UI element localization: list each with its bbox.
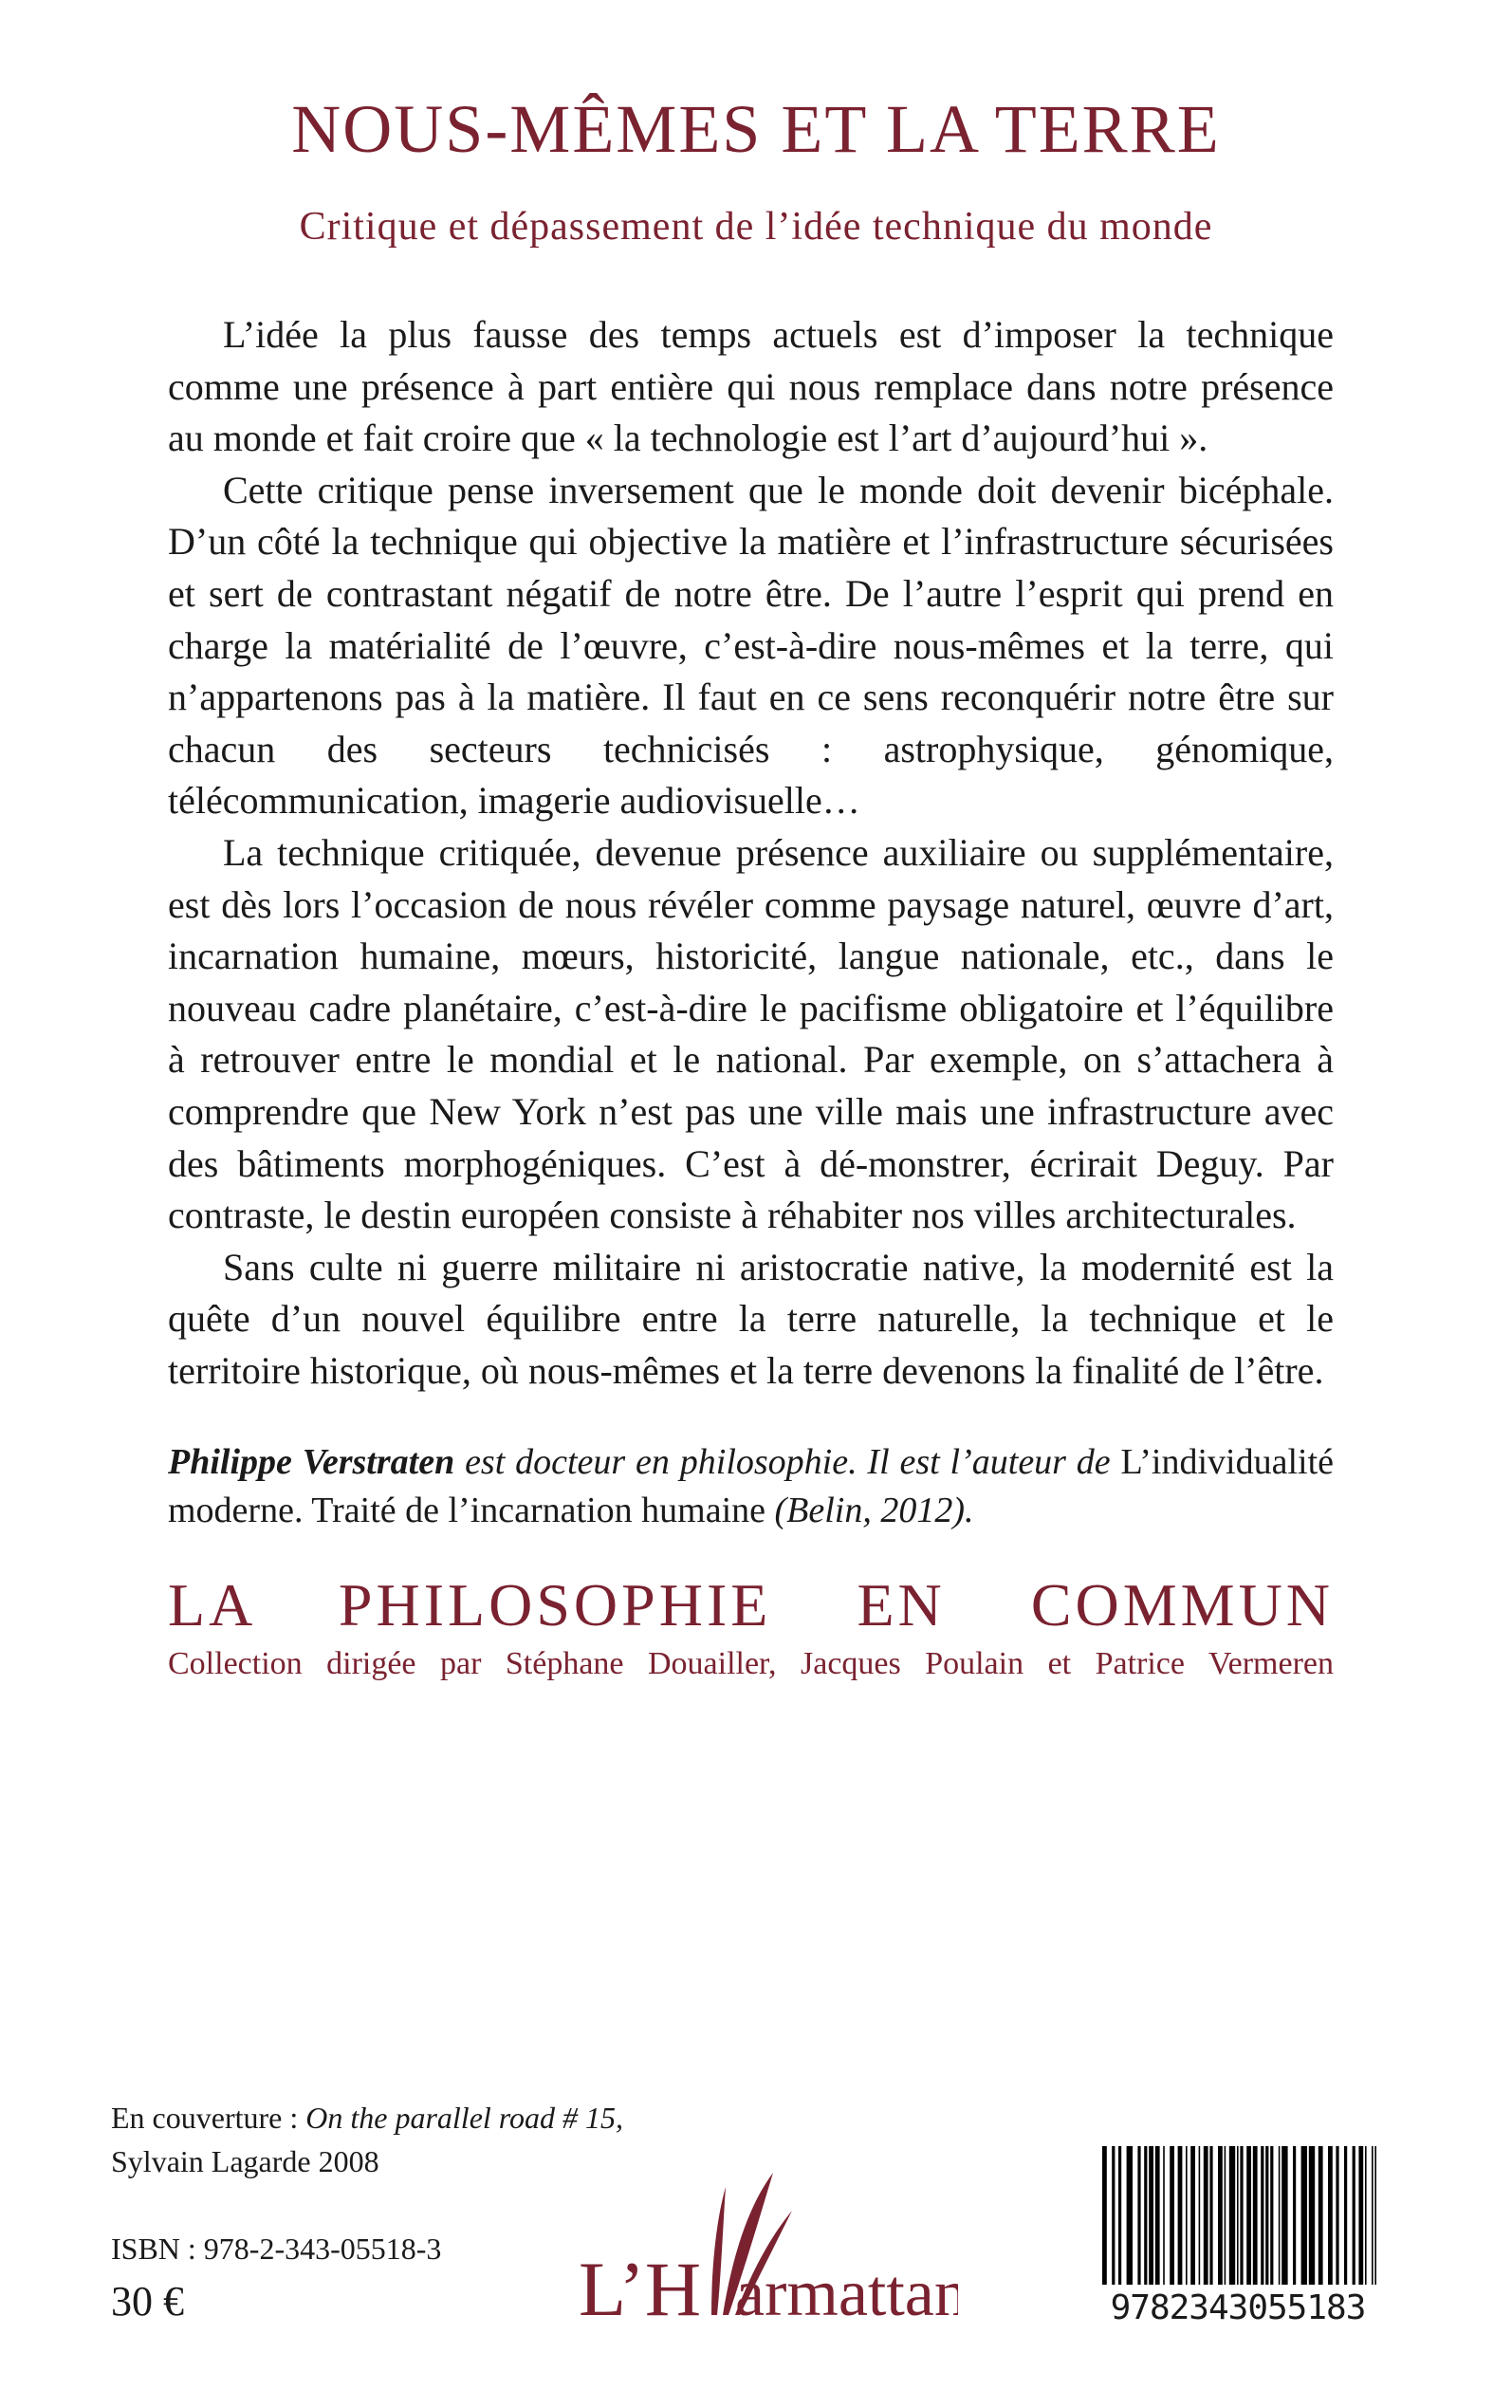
barcode-bar <box>1309 2146 1315 2285</box>
cover-label: En couverture : <box>111 2101 306 2135</box>
author-bio-text: est docteur en philosophie. Il est l’auteur de <box>454 1442 1121 1483</box>
publisher-logo <box>579 2173 958 2325</box>
barcode-bar <box>1155 2146 1160 2285</box>
blurb-paragraph: L’idée la plus fausse des temps actuels est d’imposer la technique comme une présence à part entière qui nous remplace dans notre présence au monde et fait croire que « la technologie est l’art d’aujourd’hui ». <box>168 313 1334 460</box>
blurb-paragraph: La technique critiquée, devenue présence auxiliaire ou supplémentaire, est dès lors l’occasion de nous révéler comme paysage naturel, œuvre d’art, incarnation humaine, mœurs, historicité, langue nationale, etc., dans le nouveau cadre planétaire, c’est-à-dire le pacifisme obligatoire et l’équilibre à retrouver entre le mondial et le national. Par exemple, on s’attachera à comprendre que New York n’est pas une ville mais une infrastructure avec des bâtiments morphogéniques. C’est à dé-monstrer, écrirait Deguy. Par contraste, le destin européen consiste à réhabiter nos villes architecturales. <box>168 830 1334 1237</box>
svg-text:armattan: armattan <box>735 2257 958 2325</box>
barcode-bar <box>1149 2146 1153 2285</box>
barcode-bar <box>1261 2146 1263 2285</box>
isbn: ISBN : 978-2-343-05518-3 <box>111 2232 442 2266</box>
blurb-paragraph: Sans culte ni guerre militaire ni aristocratie native, la modernité est la quête d’un nouvel équilibre entre la terre naturelle, la technique et le territoire historique, où nous-mêmes et la terre devenons la finalité de l’être. <box>168 1245 1334 1392</box>
barcode-bar <box>1328 2146 1333 2285</box>
barcode-bar <box>1237 2146 1239 2285</box>
cover-credit <box>111 2099 623 2137</box>
barcode-bar <box>1218 2146 1223 2285</box>
barcode-bar <box>1163 2146 1165 2285</box>
barcode-bar <box>1225 2146 1226 2285</box>
author-name: Philippe Verstraten <box>168 1442 455 1483</box>
price: 30 € <box>111 2278 184 2325</box>
cover-artist: Sylvain Lagarde 2008 <box>111 2144 379 2178</box>
barcode-bar <box>1282 2146 1287 2285</box>
barcode-bar <box>1118 2146 1121 2285</box>
quill-icon <box>579 2173 958 2325</box>
barcode-bar <box>1199 2146 1201 2285</box>
barcode-bar <box>1279 2146 1281 2285</box>
author-publisher: (Belin, 2012). <box>765 1491 974 1531</box>
barcode-digits: 9782343055183 <box>1110 2288 1366 2327</box>
barcode-bar <box>1318 2146 1323 2285</box>
collection-name: LA PHILOSOPHIE EN COMMUN <box>168 1571 1334 1639</box>
book-subtitle: Critique et dépassement de l’idée technique du monde <box>299 205 1213 249</box>
barcode-bar <box>1246 2146 1251 2285</box>
barcode-bar <box>1336 2146 1338 2285</box>
barcode <box>1091 2146 1385 2336</box>
barcode-bar <box>1127 2146 1133 2285</box>
cover-work: On the parallel road # 15, <box>305 2101 624 2135</box>
barcode-bar <box>1265 2146 1268 2285</box>
barcode-bar <box>1170 2146 1174 2285</box>
blurb <box>168 309 1334 1397</box>
book-title: NOUS-MÊMES ET LA TERRE <box>291 91 1221 167</box>
barcode-bar <box>1186 2146 1188 2285</box>
author-bio <box>168 1438 1334 1535</box>
barcode-bar <box>1209 2146 1212 2285</box>
back-cover-text <box>168 309 1334 1685</box>
author-book: L’individualité moderne. Traité de l’incarnation humaine <box>168 1442 1334 1531</box>
barcode-bar <box>1240 2146 1243 2285</box>
collection-editors: Collection dirigée par Stéphane Douailler, Jacques Poulain et Patrice Vermeren <box>168 1646 1334 1682</box>
svg-text:L’H: L’H <box>579 2246 702 2325</box>
barcode-bar <box>1112 2146 1115 2285</box>
barcode-bar <box>1204 2146 1208 2285</box>
blurb-paragraph: Cette critique pense inversement que le monde doit devenir bicéphale. D’un côté la technique qui objective la matière et l’infrastructure sécurisées et sert de contrastant négatif de notre être. De l’autre l’esprit qui prend en charge la matérialité de l’œuvre, c’est-à-dire nous-mêmes et la terre, qui n’appartenons pas à la matière. Il faut en ce sens reconquérir notre être sur chacun des secteurs technicisés : astrophysique, génomique, télécommunication, imagerie audiovisuelle… <box>168 468 1334 823</box>
barcode-bar <box>1190 2146 1195 2285</box>
barcode-bars <box>1102 2146 1377 2285</box>
barcode-bar <box>1253 2146 1258 2285</box>
barcode-bar <box>1293 2146 1296 2285</box>
barcode-bar <box>1301 2146 1307 2285</box>
barcode-bar <box>1353 2146 1355 2285</box>
barcode-bar <box>1374 2146 1376 2285</box>
barcode-bar <box>1358 2146 1363 2285</box>
barcode-bar <box>1144 2146 1147 2285</box>
barcode-bar <box>1137 2146 1140 2285</box>
barcode-bar <box>1270 2146 1273 2285</box>
barcode-bar <box>1344 2146 1347 2285</box>
barcode-bar <box>1102 2146 1107 2285</box>
barcode-bar <box>1365 2146 1367 2285</box>
barcode-bar <box>1372 2146 1374 2285</box>
barcode-bar <box>1178 2146 1183 2285</box>
barcode-bar <box>1229 2146 1235 2285</box>
